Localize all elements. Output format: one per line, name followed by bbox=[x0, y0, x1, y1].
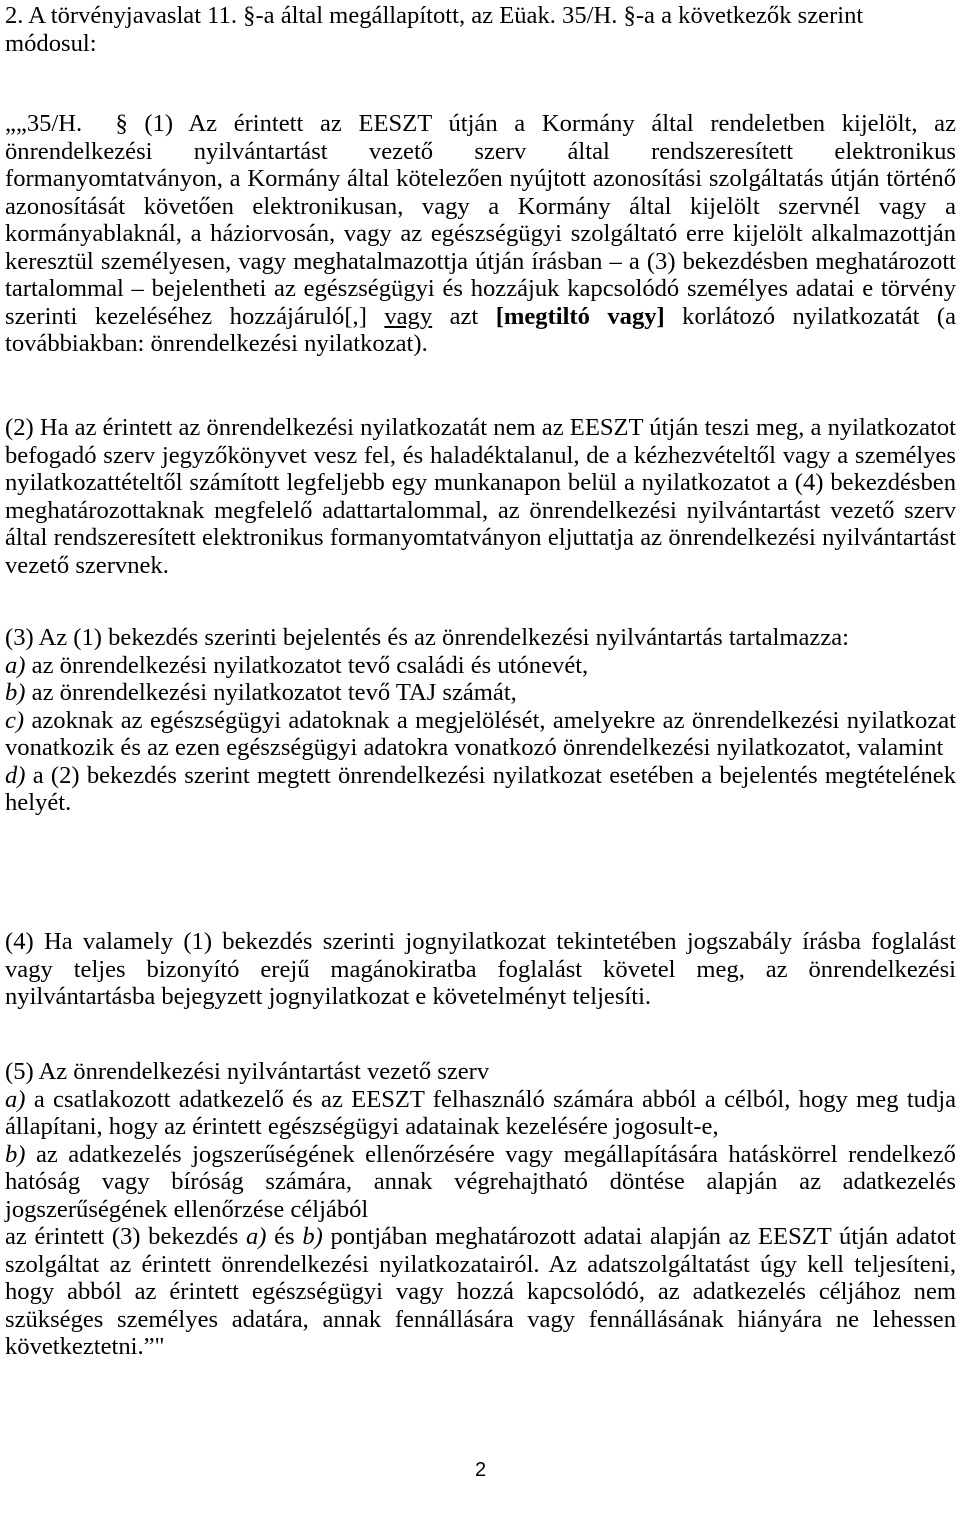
closing-marker-a: a) bbox=[245, 1223, 267, 1250]
item-text: a (2) bekezdés szerint megtett önrendelkezési nyilatkozat esetében a bejelentés megtételének helyét. bbox=[5, 761, 956, 816]
list-item-d bbox=[5, 762, 956, 817]
closing-text-a: az érintett (3) bekezdés bbox=[5, 1223, 239, 1250]
paragraph-1-text-b: azt bbox=[449, 302, 479, 330]
list-item-b bbox=[5, 679, 956, 707]
underlined-insertion: vagy bbox=[384, 302, 433, 330]
section-prefix: „„35/H. bbox=[5, 110, 83, 137]
item-text: az önrendelkezési nyilatkozatot tevő TAJ számát, bbox=[31, 679, 517, 706]
item-marker: a) bbox=[5, 1085, 26, 1113]
list-item-a bbox=[5, 652, 956, 680]
paragraph-1-text-c: korlátozó nyilatkozatát (a továbbiakban: önrendelkezési nyilatkozat). bbox=[5, 302, 957, 357]
item-marker: c) bbox=[5, 706, 25, 734]
item-marker: a) bbox=[5, 651, 26, 679]
item-marker: d) bbox=[5, 761, 26, 789]
list-item-b bbox=[5, 1141, 956, 1224]
page-number: 2 bbox=[474, 1459, 487, 1481]
amendment-heading bbox=[5, 2, 956, 58]
item-text: azoknak az egészségügyi adatoknak a megjelölését, amelyekre az önrendelkezési nyilatkozat vonatkozik és az ezen egészségügyi adatokra vonatkozó önrendelkezési nyilatkozatot, valamint bbox=[5, 706, 956, 761]
paragraph-1 bbox=[5, 110, 956, 358]
document-page bbox=[5, 0, 956, 1517]
item-text: az önrendelkezési nyilatkozatot tevő családi és utónevét, bbox=[31, 651, 589, 679]
paragraph-4 bbox=[5, 928, 956, 1011]
closing-text-c: pontjában meghatározott adatai alapján az EESZT útján adatot szolgáltat az érintett önrendelkezési nyilatkozatairól. Az adatszolgáltatást úgy kell teljesíteni, hogy abból az érintett egészségügyi vagy hozzá kapcsolódó, az adatkezelés céljához nem szükséges személyes adatára, annak fennállására vagy fennállásának hiányára ne lehessen következtetni.”" bbox=[5, 1223, 956, 1360]
item-marker: b) bbox=[5, 1140, 26, 1168]
paragraph-5-intro: (5) Az önrendelkezési nyilvántartást vezető szerv bbox=[5, 1058, 490, 1085]
paragraph-3 bbox=[5, 624, 956, 817]
list-item-c bbox=[5, 707, 956, 762]
paragraph-3-intro: (3) Az (1) bekezdés szerinti bejelentés és az önrendelkezési nyilvántartás tartalmazza: bbox=[5, 624, 849, 651]
paragraph-2-text: (2) Ha az érintett az önrendelkezési nyilatkozatát nem az EESZT útján teszi meg, a nyilatkozatot befogadó szerv jegyzőkönyvet vesz fel, és haladéktalanul, de a kézhezvételtől vagy a személyes nyilatkozattételtől számított legfeljebb egy munkanapon belül a nyilatkozatot a (4) bekezdésben meghatározottaknak megfelelő adattartalommal, az önrendelkezési nyilvántartást vezető szerv által rendszeresített elektronikus formanyomtatványon eljuttatja az önrendelkezési nyilvántartást vezető szervnek. bbox=[5, 414, 956, 579]
item-marker: b) bbox=[5, 679, 26, 706]
item-text: az adatkezelés jogszerűségének ellenőrzésére vagy megállapítására hatáskörrel rendelkező hatóság vagy bíróság számára, annak végrehajtható döntése alapján az adatkezelés jogszerűségének ellenőrzése céljából bbox=[5, 1140, 956, 1223]
item-text: a csatlakozott adatkezelő és az EESZT felhasználó számára abból a célból, hogy meg tudja állapítani, hogy az érintett egészségügyi adatainak kezelésére jogosult-e, bbox=[5, 1085, 956, 1140]
heading-line-2: módosul: bbox=[5, 30, 97, 57]
heading-line-1: 2. A törvényjavaslat 11. §-a által megállapított, az Eüak. 35/H. §-a a következők szerint bbox=[5, 2, 864, 29]
paragraph-5-closing bbox=[5, 1223, 956, 1361]
bold-deletion: [megtiltó vagy] bbox=[495, 302, 665, 330]
paragraph-5 bbox=[5, 1058, 956, 1361]
closing-marker-b: b) bbox=[302, 1223, 323, 1250]
paragraph-4-text: (4) Ha valamely (1) bekezdés szerinti jognyilatkozat tekintetében jogszabály írásba foglalást vagy teljes bizonyító erejű magánokiratba foglalást követel meg, az önrendelkezési nyilvántartásba bejegyzett jognyilatkozat e követelményt teljesíti. bbox=[5, 928, 956, 1010]
paragraph-1-text-a: § (1) Az érintett az EESZT útján a Kormány által rendeletben kijelölt, az önrendelkezési nyilvántartást vezető szerv által rendszeresített elektronikus formanyomtatványon, a Kormány által kötelezően nyújtott azonosítási szolgáltatás útján történő azonosítását követően elektronikusan, vagy a Kormány által kijelölt szervnél vagy a kormányablaknál, a háziorvosán, vagy az egészségügyi szolgáltató erre kijelölt alkalmazottján keresztül személyesen, vagy meghatalmazottja útján írásban – a (3) bekezdésben meghatározott tartalommal – bejelentheti az egészségügyi és hozzájuk kapcsolódó személyes adatai e törvény szerinti kezeléséhez hozzájáruló[,] bbox=[5, 110, 956, 330]
list-item-a bbox=[5, 1086, 956, 1141]
paragraph-2 bbox=[5, 414, 956, 579]
closing-text-b: és bbox=[274, 1223, 295, 1250]
